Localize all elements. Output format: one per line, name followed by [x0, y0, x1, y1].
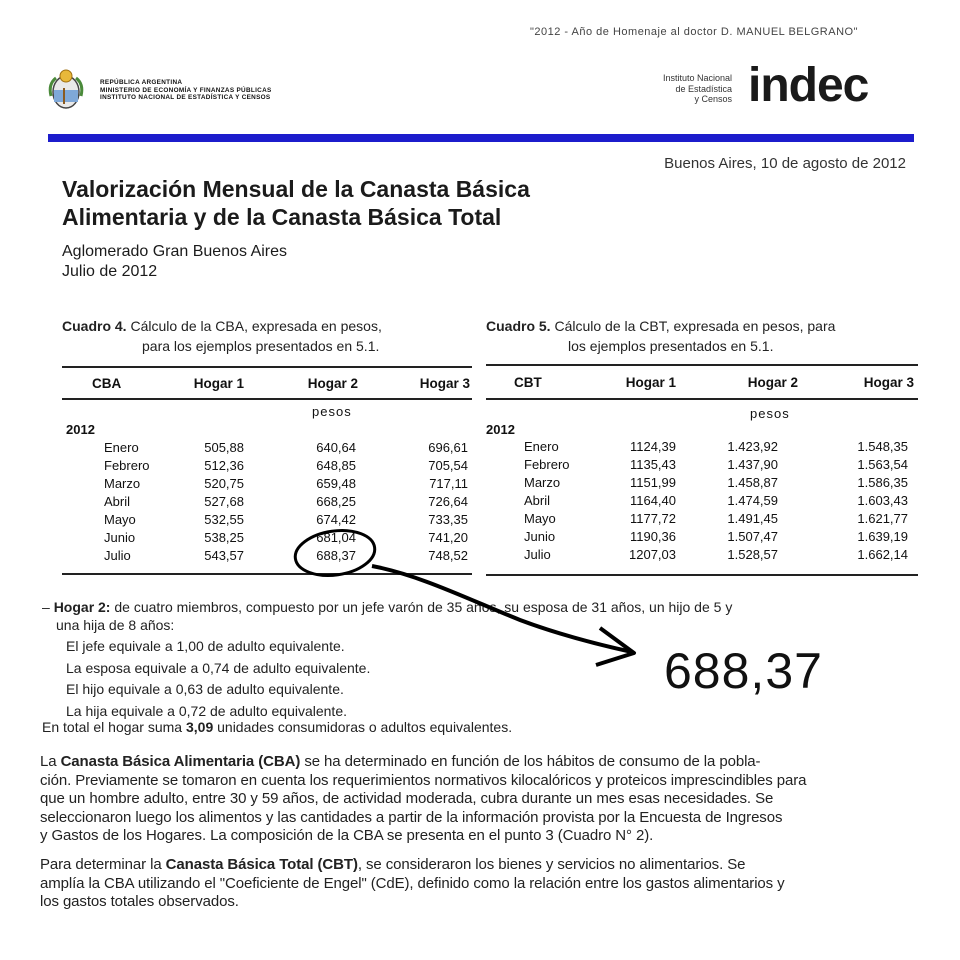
row-month: Junio — [104, 530, 136, 545]
row-hogar3: 705,54 — [428, 458, 468, 473]
subtitle-line-2: Julio de 2012 — [62, 263, 158, 280]
para2-bold: Canasta Básica Total (CBT) — [165, 856, 358, 873]
row-hogar2: 1.528,57 — [727, 547, 778, 562]
row-hogar2: 668,25 — [316, 494, 356, 509]
row-hogar1: 1124,39 — [629, 439, 676, 454]
para2-pre: Para determinar la — [40, 856, 162, 873]
para1-bold: Canasta Básica Alimentaria (CBA) — [60, 753, 301, 770]
row-hogar3: 1.639,19 — [857, 529, 908, 544]
cuadro5-caption-line2: los ejemplos presentados en 5.1. — [568, 338, 774, 354]
row-month: Mayo — [524, 511, 556, 526]
row-month: Enero — [104, 440, 139, 455]
para1-pre: La — [40, 753, 57, 770]
cuadro5-header-cbt: CBT — [514, 375, 542, 390]
hogar2-item: La hija equivale a 0,72 de adulto equivalente. — [66, 702, 347, 719]
row-hogar3: 733,35 — [428, 512, 468, 527]
hogar2-item: El jefe equivale a 1,00 de adulto equivalente. — [66, 638, 345, 654]
hogar2-total-value: 3,09 — [185, 719, 214, 735]
circle-annotation-icon — [292, 526, 377, 581]
para2-line: amplía la CBA utilizando el "Coeficiente de Engel" (CdE), definido como la relación entre los gastos alimentarios y — [40, 874, 785, 892]
zoomed-highlight-value: 688,37 — [664, 643, 823, 699]
cuadro5-caption-line1: Cálculo de la CBT, expresada en pesos, para — [554, 318, 836, 334]
row-hogar1: 527,68 — [204, 494, 244, 509]
hogar2-total-post: unidades consumidoras o adultos equivalentes. — [217, 719, 513, 735]
row-hogar3: 1.563,54 — [857, 457, 908, 472]
cuadro5-units: pesos — [750, 406, 790, 421]
row-hogar1: 1190,36 — [629, 529, 676, 544]
row-hogar1: 532,55 — [204, 512, 244, 527]
row-hogar3: 1.621,77 — [857, 511, 908, 526]
ministry-line-2: MINISTERIO DE ECONOMÍA Y FINANZAS PÚBLICAS — [100, 86, 272, 94]
cuadro4-header-cba: CBA — [92, 376, 122, 391]
row-hogar1: 520,75 — [204, 476, 244, 491]
row-hogar1: 1207,03 — [629, 547, 676, 562]
hogar2-total-pre: En total el hogar suma — [42, 719, 183, 735]
cuadro5-year: 2012 — [486, 422, 515, 437]
document-date: Buenos Aires, 10 de agosto de 2012 — [664, 155, 906, 172]
cuadro4-label: Cuadro 4. — [62, 318, 127, 334]
para2-line: los gastos totales observados. — [40, 893, 239, 910]
indec-inst-line-1: Instituto Nacional — [662, 73, 732, 83]
hogar2-item: El hijo equivale a 0,63 de adulto equivalente. — [66, 681, 344, 697]
row-hogar1: 505,88 — [204, 440, 244, 455]
para1-line: se ha determinado en función de los hábitos de consumo de la pobla- — [304, 753, 761, 770]
row-hogar2: 1.507,47 — [727, 529, 778, 544]
hogar2-desc-line1: de cuatro miembros, compuesto por un jefe varón de 35 años, su esposa de 31 años, un hijo de 5 y — [114, 599, 733, 615]
cuadro4-year: 2012 — [66, 422, 95, 437]
row-month: Marzo — [524, 475, 561, 490]
row-hogar2: 648,85 — [316, 458, 356, 473]
row-hogar1: 1177,72 — [629, 511, 676, 526]
row-month: Mayo — [104, 512, 136, 527]
cuadro4-caption-line2: para los ejemplos presentados en 5.1. — [142, 338, 380, 354]
header-motto: "2012 - Año de Homenaje al doctor D. MANUEL BELGRANO" — [530, 26, 858, 38]
title-line-1: Valorización Mensual de la Canasta Básica — [62, 176, 530, 202]
indec-logo: indec — [748, 59, 869, 112]
row-hogar2: 674,42 — [316, 512, 356, 527]
indec-inst-line-2: de Estadística — [675, 83, 732, 94]
arrow-annotation-icon — [372, 566, 632, 652]
row-hogar3: 1.548,35 — [857, 439, 908, 454]
row-hogar1: 538,25 — [204, 530, 244, 545]
row-hogar1: 1135,43 — [629, 457, 676, 472]
row-hogar3: 1.662,14 — [857, 547, 908, 562]
row-hogar2: 1.437,90 — [727, 457, 778, 472]
row-hogar2: 681,04 — [316, 530, 356, 545]
row-hogar1: 1151,99 — [629, 475, 676, 490]
row-hogar3: 1.586,35 — [857, 475, 908, 490]
row-hogar2: 640,64 — [316, 440, 356, 455]
row-month: Enero — [524, 439, 559, 454]
row-hogar2: 1.474,59 — [727, 493, 778, 508]
cuadro5-header-hogar2: Hogar 2 — [747, 375, 798, 390]
cuadro4-header-hogar3: Hogar 3 — [419, 376, 470, 391]
row-hogar3: 717,11 — [429, 476, 468, 491]
cuadro4-units: pesos — [312, 404, 352, 419]
paragraph-cba — [40, 753, 920, 846]
row-hogar2: 1.491,45 — [727, 511, 778, 526]
row-month: Abril — [524, 493, 551, 508]
row-month: Febrero — [104, 458, 150, 473]
indec-inst-line-3: y Censos — [694, 94, 732, 104]
row-hogar2: 659,48 — [316, 476, 356, 491]
cuadro4-header-hogar1: Hogar 1 — [193, 376, 244, 391]
row-month: Febrero — [524, 457, 570, 472]
ministry-line-1: REPÚBLICA ARGENTINA — [100, 79, 183, 86]
para1-line: que un hombre adulto, entre 30 y 59 años, de actividad moderada, cubra durante un mes esas necesidades. Se — [40, 790, 774, 807]
row-hogar1: 512,36 — [204, 458, 244, 473]
cuadro4-caption-line1: Cálculo de la CBA, expresada en pesos, — [130, 318, 382, 334]
row-hogar2: 1.423,92 — [727, 439, 778, 454]
row-hogar3: 726,64 — [428, 494, 468, 509]
row-month: Marzo — [104, 476, 141, 491]
row-hogar1: 1164,40 — [629, 493, 676, 508]
ministry-line-3: INSTITUTO NACIONAL DE ESTADÍSTICA Y CENSOS — [100, 94, 271, 101]
cuadro4-header-hogar2: Hogar 2 — [307, 376, 358, 391]
cuadro5-label: Cuadro 5. — [486, 318, 551, 334]
title-line-2: Alimentaria y de la Canasta Básica Total — [62, 204, 502, 230]
subtitle-line-1: Aglomerado Gran Buenos Aires — [62, 243, 288, 260]
paragraph-cbt — [40, 856, 920, 912]
para1-line: y Gastos de los Hogares. La composición de la CBA se presenta en el punto 3 (Cuadro N° 2). — [40, 827, 654, 844]
row-hogar2: 688,37 — [316, 548, 356, 563]
cuadro5-header-hogar3: Hogar 3 — [863, 375, 914, 390]
para1-line: ción. Previamente se tomaron en cuenta los requerimientos normativos kilocalóricos y proteicos imprescindibles para — [40, 771, 807, 789]
para1-line: seleccionaron luego los alimentos y las cantidades a partir de la información provista por la Encuesta de Ingresos — [40, 808, 783, 826]
row-hogar2: 1.458,87 — [727, 475, 778, 490]
hogar2-label: Hogar 2: — [53, 599, 111, 615]
para2-line: , se consideraron los bienes y servicios no alimentarios. Se — [357, 856, 746, 873]
hogar2-dash: – — [42, 599, 50, 615]
row-hogar3: 1.603,43 — [857, 493, 908, 508]
cuadro5-header-hogar1: Hogar 1 — [625, 375, 676, 390]
row-hogar3: 741,20 — [428, 530, 468, 545]
hogar2-item: La esposa equivale a 0,74 de adulto equivalente. — [66, 659, 371, 676]
hogar2-desc-line2: una hija de 8 años: — [56, 617, 175, 633]
row-hogar3: 696,61 — [428, 440, 468, 455]
row-month: Junio — [524, 529, 556, 544]
row-month: Julio — [104, 548, 131, 563]
row-hogar1: 543,57 — [204, 548, 244, 563]
row-hogar3: 748,52 — [428, 548, 468, 563]
row-month: Abril — [104, 494, 131, 509]
row-month: Julio — [524, 547, 551, 562]
